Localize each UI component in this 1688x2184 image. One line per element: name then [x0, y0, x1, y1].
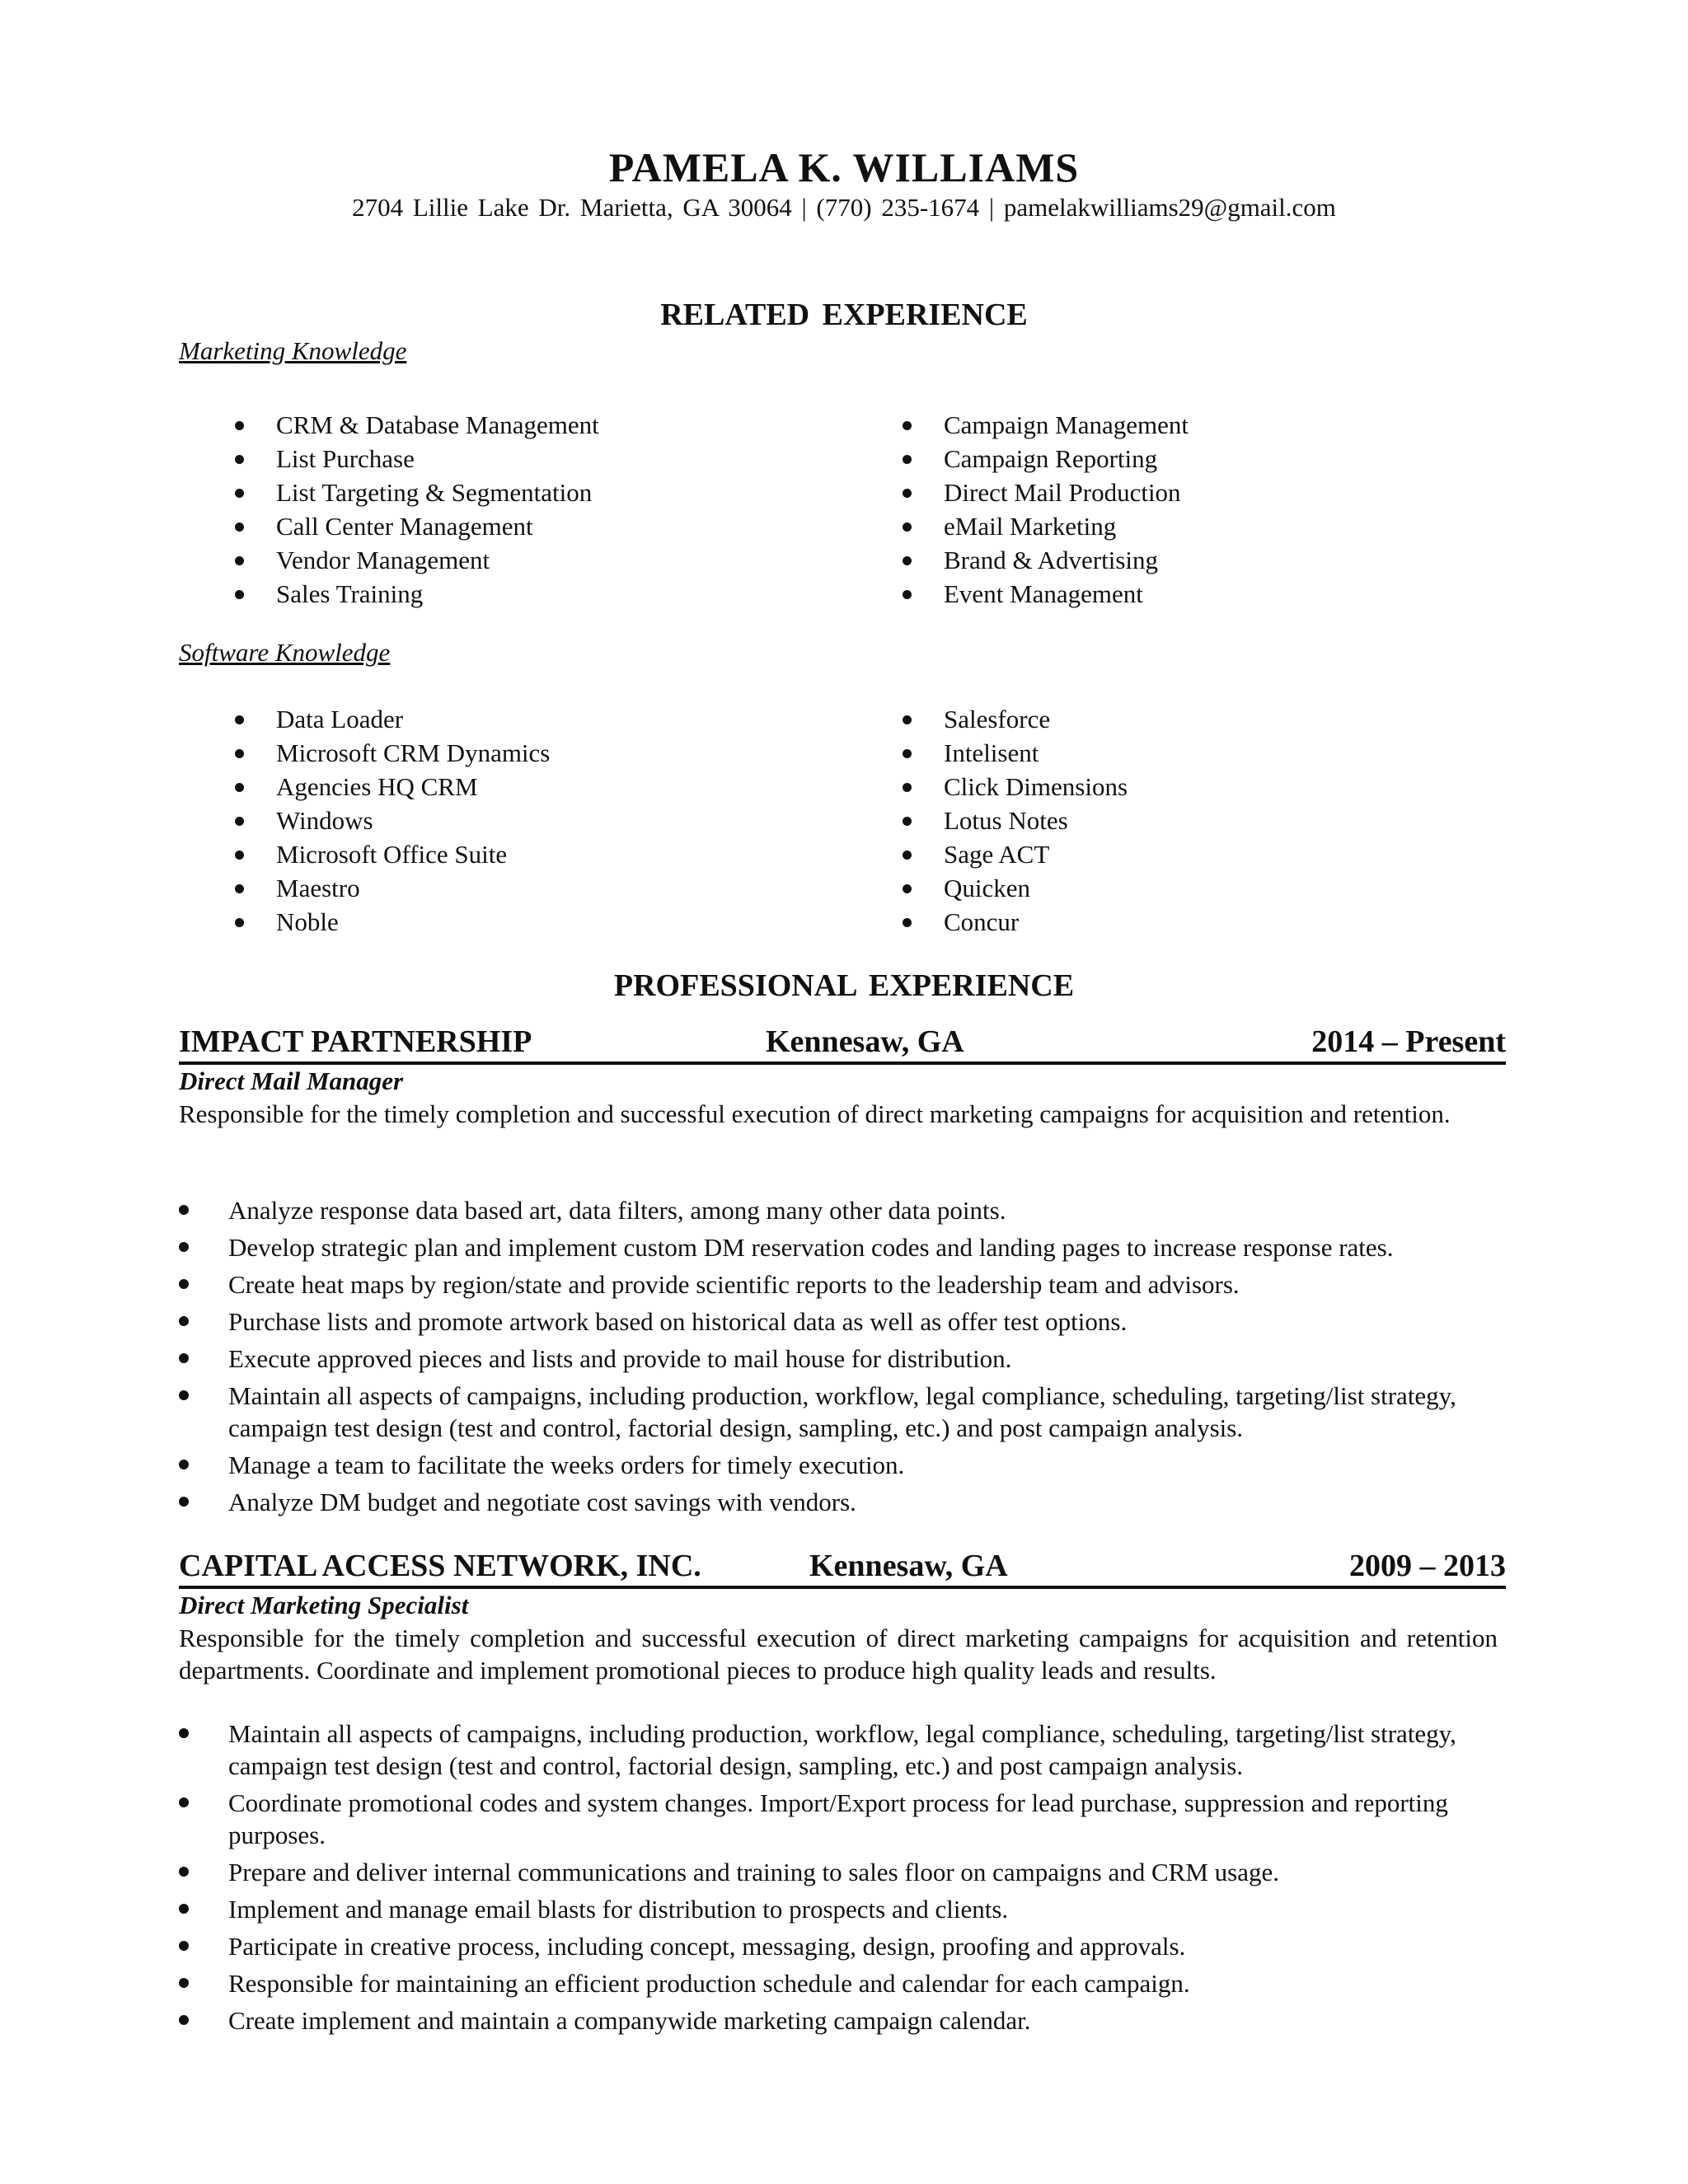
skill-label: Windows	[276, 806, 373, 835]
skill-item	[237, 871, 550, 905]
duty-text: Responsible for maintaining an efficient production schedule and calendar for each campaign.	[228, 1969, 1190, 1998]
skill-label: Direct Mail Production	[944, 478, 1181, 507]
bullet-icon	[179, 1728, 189, 1738]
duty-text: Prepare and deliver internal communications and training to sales floor on campaigns and CRM usage.	[228, 1858, 1279, 1886]
bullet-icon	[179, 1242, 189, 1252]
skill-item	[237, 804, 550, 837]
skill-item	[904, 577, 1189, 611]
skill-label: Call Center Management	[276, 512, 533, 541]
skill-label: Microsoft CRM Dynamics	[276, 738, 551, 767]
duty-item	[179, 1449, 1506, 1481]
job-header	[179, 1543, 1506, 1589]
job-role: Direct Marketing Specialist	[179, 1591, 469, 1619]
skill-label: Vendor Management	[276, 546, 490, 574]
duty-text: Create heat maps by region/state and provide scientific reports to the leadership team and advisors.	[228, 1270, 1240, 1299]
duty-item	[179, 1787, 1506, 1851]
skill-item	[904, 442, 1189, 476]
skill-item	[237, 702, 550, 736]
skill-item	[904, 543, 1189, 577]
skill-item	[904, 509, 1189, 543]
skill-item	[904, 736, 1128, 770]
skill-label: Click Dimensions	[944, 772, 1128, 801]
duty-item	[179, 1856, 1506, 1888]
bullet-icon	[179, 1497, 189, 1507]
skill-item	[237, 442, 599, 476]
duty-text: Purchase lists and promote artwork based on historical data as well as offer test options.	[228, 1307, 1128, 1336]
bullet-icon	[903, 884, 912, 893]
bullet-icon	[235, 884, 244, 893]
bullet-icon	[179, 1205, 189, 1215]
bullet-icon	[903, 421, 912, 430]
skill-label: Intelisent	[944, 738, 1039, 767]
skill-label: Data Loader	[276, 705, 404, 733]
skill-label: Campaign Management	[944, 410, 1189, 439]
bullet-icon	[903, 523, 912, 532]
duty-text: Participate in creative process, including concept, messaging, design, proofing and approvals.	[228, 1932, 1186, 1961]
bullet-icon	[235, 455, 244, 464]
duty-text: Execute approved pieces and lists and provide to mail house for distribution.	[228, 1344, 1012, 1373]
skill-item	[904, 871, 1128, 905]
bullet-icon	[235, 749, 244, 758]
bullet-icon	[235, 489, 244, 498]
skill-item	[237, 736, 550, 770]
bullet-icon	[235, 590, 244, 599]
skill-item	[904, 837, 1128, 871]
skill-item	[237, 543, 599, 577]
marketing-knowledge-label: Marketing Knowledge	[179, 336, 407, 365]
duty-text: Develop strategic plan and implement custom DM reservation codes and landing pages to increase response rates.	[228, 1233, 1394, 1262]
duty-item	[179, 1893, 1506, 1925]
skill-item	[904, 408, 1189, 442]
marketing-skills-left	[237, 408, 599, 611]
candidate-name: PAMELA K. WILLIAMS	[608, 144, 1080, 190]
skill-label: Salesforce	[944, 705, 1051, 733]
bullet-icon	[903, 851, 912, 860]
software-skills-left	[237, 702, 550, 939]
duty-text: Analyze DM budget and negotiate cost savings with vendors.	[228, 1488, 856, 1516]
bullet-icon	[179, 1978, 189, 1988]
skill-item	[237, 509, 599, 543]
job-location: Kennesaw, GA	[809, 1549, 1008, 1583]
bullet-icon	[179, 1904, 189, 1914]
duty-text: Analyze response data based art, data filters, among many other data points.	[228, 1196, 1006, 1225]
bullet-icon	[235, 851, 244, 860]
skill-label: Lotus Notes	[944, 806, 1068, 835]
skill-item	[237, 770, 550, 804]
skill-label: Event Management	[944, 579, 1143, 608]
duty-item	[179, 1380, 1506, 1444]
duty-text: Maintain all aspects of campaigns, including production, workflow, legal compliance, scheduling, targeting/list strategy, campaign test design (test and control, factorial design, sampling, etc.) and post campaign analysis.	[228, 1719, 1456, 1780]
bullet-icon	[903, 455, 912, 464]
bullet-icon	[179, 1353, 189, 1363]
duty-item	[179, 1268, 1506, 1301]
skill-item	[904, 804, 1128, 837]
job-location: Kennesaw, GA	[766, 1024, 964, 1059]
bullet-icon	[903, 817, 912, 826]
company-name: IMPACT PARTNERSHIP	[179, 1024, 532, 1059]
skill-item	[237, 905, 550, 939]
bullet-icon	[179, 1279, 189, 1289]
job-dates: 2014 – Present	[1311, 1024, 1506, 1059]
skill-label: List Purchase	[276, 444, 415, 473]
bullet-icon	[235, 523, 244, 532]
skill-item	[904, 702, 1128, 736]
software-knowledge-label: Software Knowledge	[179, 638, 391, 667]
duty-item	[179, 1486, 1506, 1518]
bullet-icon	[235, 421, 244, 430]
duty-item	[179, 1718, 1506, 1782]
skill-label: Agencies HQ CRM	[276, 772, 478, 801]
skill-label: Microsoft Office Suite	[276, 840, 508, 869]
bullet-icon	[179, 1941, 189, 1951]
duty-item	[179, 1305, 1506, 1338]
duty-text: Manage a team to facilitate the weeks orders for timely execution.	[228, 1451, 905, 1479]
duty-item	[179, 1967, 1506, 1999]
skill-item	[904, 770, 1128, 804]
bullet-icon	[179, 2015, 189, 2025]
skill-item	[237, 476, 599, 509]
job-duties	[179, 1718, 1506, 2041]
bullet-icon	[903, 715, 912, 724]
duty-text: Maintain all aspects of campaigns, including production, workflow, legal compliance, scheduling, targeting/list strategy, campaign test design (test and control, factorial design, sampling, etc.) and post campaign analysis.	[228, 1381, 1456, 1442]
bullet-icon	[235, 783, 244, 792]
skill-item	[237, 408, 599, 442]
professional-experience-title: PROFESSIONAL EXPERIENCE	[613, 968, 1075, 1003]
related-experience-title: RELATED EXPERIENCE	[660, 298, 1028, 332]
contact-line: 2704 Lillie Lake Dr. Marietta, GA 30064 | (770) 235-1674 | pamelakwilliams29@gmail.com	[352, 193, 1336, 222]
skill-item	[237, 837, 550, 871]
job-summary: Responsible for the timely completion and successful execution of direct marketing campaigns for acquisition and retention departments. Coordinate and implement promotional pieces to produce high quality leads and results.	[179, 1624, 1498, 1685]
skill-label: Maestro	[276, 874, 360, 902]
skill-label: Sage ACT	[944, 840, 1050, 869]
duty-item	[179, 1343, 1506, 1375]
skill-label: eMail Marketing	[944, 512, 1117, 541]
bullet-icon	[179, 1460, 189, 1469]
duty-text: Coordinate promotional codes and system changes. Import/Export process for lead purchase, suppression and reporting purposes.	[228, 1788, 1448, 1849]
skill-label: Concur	[944, 907, 1020, 936]
skill-label: Brand & Advertising	[944, 546, 1159, 574]
skill-item	[904, 476, 1189, 509]
bullet-icon	[235, 715, 244, 724]
duty-item	[179, 1194, 1506, 1226]
job-dates: 2009 – 2013	[1349, 1549, 1506, 1583]
skill-label: Noble	[276, 907, 339, 936]
bullet-icon	[235, 556, 244, 565]
bullet-icon	[903, 489, 912, 498]
skill-label: Sales Training	[276, 579, 424, 608]
job-duties	[179, 1194, 1506, 1523]
company-name: CAPITAL ACCESS NETWORK, INC.	[179, 1549, 701, 1583]
duty-text: Create implement and maintain a companywide marketing campaign calendar.	[228, 2006, 1031, 2035]
duty-item	[179, 2004, 1506, 2036]
duty-item	[179, 1231, 1506, 1263]
bullet-icon	[179, 1390, 189, 1400]
skill-label: List Targeting & Segmentation	[276, 478, 593, 507]
job-summary: Responsible for the timely completion and successful execution of direct marketing campaigns for acquisition and retention.	[179, 1099, 1451, 1128]
bullet-icon	[903, 918, 912, 927]
job-role: Direct Mail Manager	[179, 1066, 404, 1095]
bullet-icon	[903, 556, 912, 565]
bullet-icon	[903, 590, 912, 599]
software-skills-right	[904, 702, 1128, 939]
skill-label: Campaign Reporting	[944, 444, 1158, 473]
job-header	[179, 1019, 1506, 1065]
duty-item	[179, 1930, 1506, 1962]
marketing-skills-right	[904, 408, 1189, 611]
skill-item	[237, 577, 599, 611]
bullet-icon	[903, 749, 912, 758]
bullet-icon	[179, 1316, 189, 1326]
bullet-icon	[179, 1867, 189, 1877]
bullet-icon	[235, 918, 244, 927]
skill-label: Quicken	[944, 874, 1031, 902]
duty-text: Implement and manage email blasts for distribution to prospects and clients.	[228, 1895, 1009, 1924]
bullet-icon	[179, 1797, 189, 1807]
skill-item	[904, 905, 1128, 939]
bullet-icon	[903, 783, 912, 792]
skill-label: CRM & Database Management	[276, 410, 599, 439]
bullet-icon	[235, 817, 244, 826]
